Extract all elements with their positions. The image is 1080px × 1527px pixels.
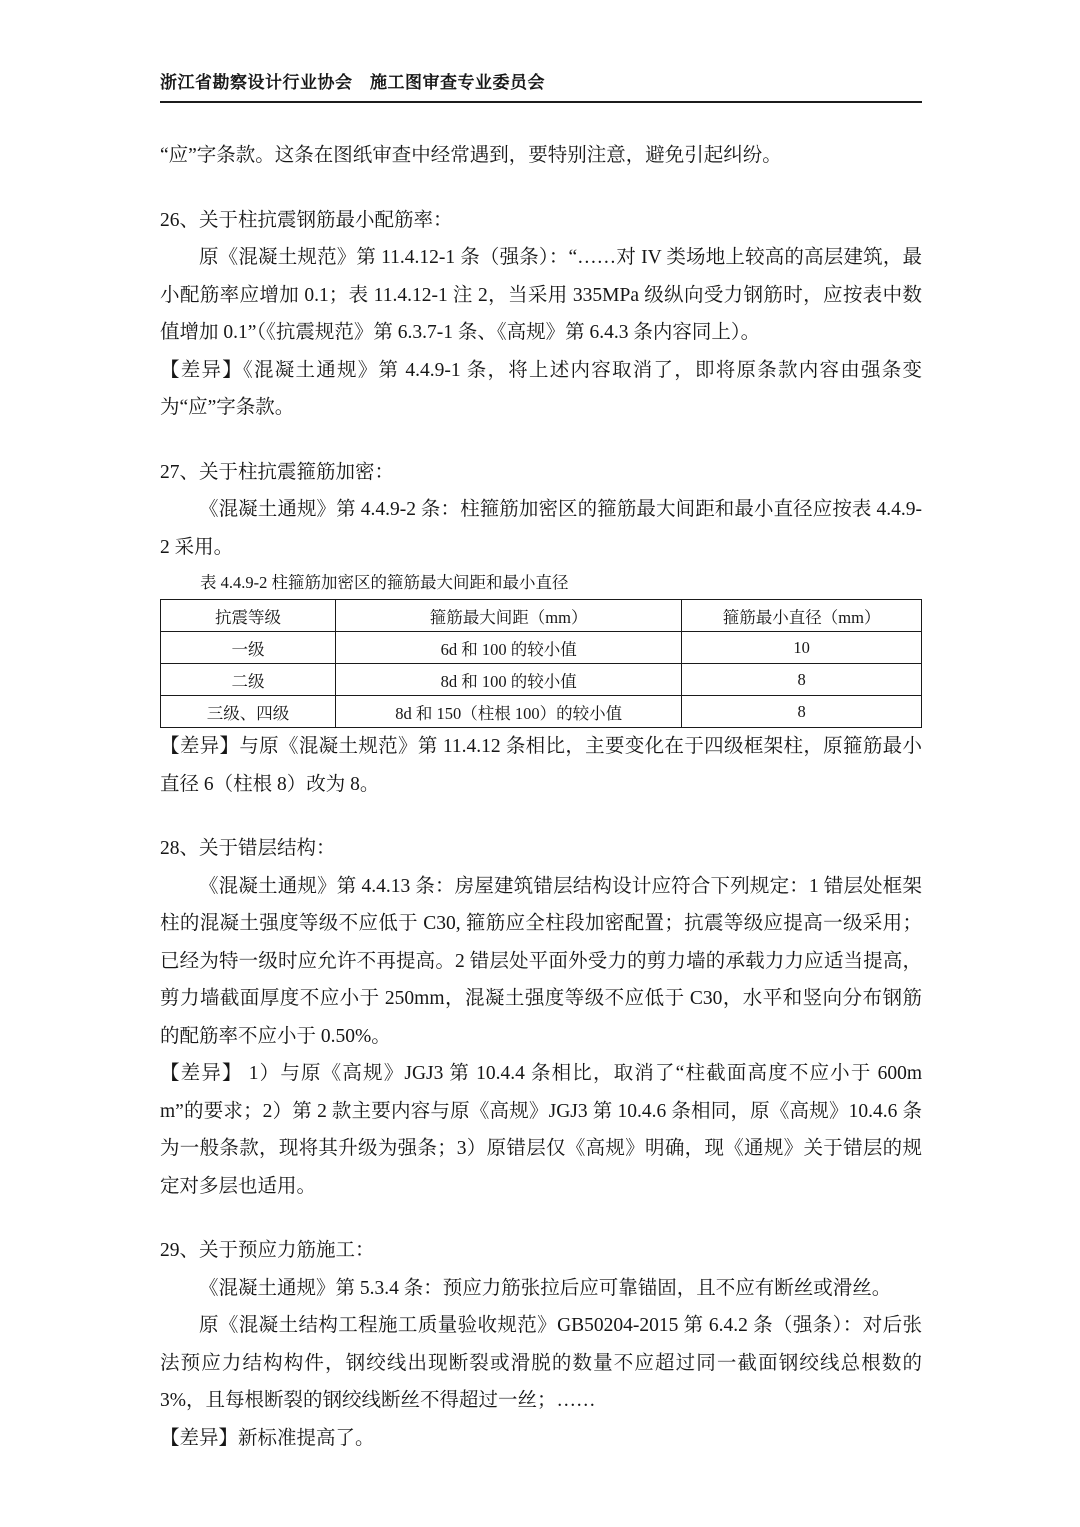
header-title: 浙江省勘察设计行业协会 施工图审查专业委员会 <box>160 68 922 103</box>
table-row <box>161 664 922 696</box>
table-header-grade: 抗震等级 <box>161 600 336 632</box>
section-27 <box>160 454 922 804</box>
section-29-paragraph-2: 原《混凝土结构工程施工质量验收规范》GB50204-2015 第 6.4.2 条（强条）：对后张法预应力结构构件，钢绞线出现断裂或滑脱的数量不应超过同一截面钢绞线总根数的 3%，且每根断裂的钢绞线断丝不得超过一丝；…… <box>160 1315 922 1411</box>
section-26-paragraph: 原《混凝土规范》第 11.4.12-1 条（强条）：“……对 IV 类场地上较高的高层建筑，最小配筋率应增加 0.1；表 11.4.12-1 注 2，当采用 335MPa 级纵向受力钢筋时，应按表中数值增加 0.1”（《抗震规范》第 6.3.7-1 条、《高规》第 6.4.3 条内容同上）。 <box>160 247 922 343</box>
document-content <box>160 137 922 1457</box>
section-29 <box>160 1232 922 1457</box>
table-cell-spacing: 8d 和 150（柱根 100）的较小值 <box>336 696 682 728</box>
table-row <box>161 632 922 664</box>
section-26-diff: 【差异】《混凝土通规》第 4.4.9-1 条，将上述内容取消了，即将原条款内容由强条变为“应”字条款。 <box>160 359 922 418</box>
table-header-max-spacing: 箍筋最大间距（mm） <box>336 600 682 632</box>
table-header-min-diameter: 箍筋最小直径（mm） <box>682 600 922 632</box>
section-26 <box>160 202 922 427</box>
table-cell-diameter: 10 <box>682 632 922 664</box>
table-header-row <box>161 600 922 632</box>
table-row <box>161 696 922 728</box>
section-29-heading: 29、关于预应力筋施工： <box>160 1240 375 1261</box>
section-28-heading: 28、关于错层结构： <box>160 838 336 859</box>
section-26-heading: 26、关于柱抗震钢筋最小配筋率： <box>160 209 453 231</box>
table-cell-spacing: 8d 和 100 的较小值 <box>336 664 682 696</box>
section-27-heading: 27、关于柱抗震箍筋加密： <box>160 461 395 483</box>
section-28 <box>160 830 922 1205</box>
section-29-diff: 【差异】新标准提高了。 <box>160 1427 375 1449</box>
table-cell-grade: 二级 <box>161 664 336 696</box>
table-cell-diameter: 8 <box>682 664 922 696</box>
table-cell-grade: 三级、四级 <box>161 696 336 728</box>
intro-paragraph: “应”字条款。这条在图纸审查中经常遇到，要特别注意，避免引起纠纷。 <box>160 145 782 166</box>
table-cell-grade: 一级 <box>161 632 336 664</box>
section-28-paragraph: 《混凝土通规》第 4.4.13 条：房屋建筑错层结构设计应符合下列规定：1 错层处框架柱的混凝土强度等级不应低于 C30, 箍筋应全柱段加密配置；抗震等级应提高一级采用；已经为特一级时应允许不再提高。2 错层处平面外受力的剪力墙的承载力力应适当提高，剪力墙截面厚度不应小于 250mm，混凝土强度等级不应低于 C30，水平和竖向分布钢筋的配筋率不应小于 0.50%。 <box>160 875 922 1047</box>
table-cell-diameter: 8 <box>682 696 922 728</box>
stirrup-spec-table <box>160 599 922 728</box>
table-cell-spacing: 6d 和 100 的较小值 <box>336 632 682 664</box>
section-29-paragraph-1: 《混凝土通规》第 5.3.4 条：预应力筋张拉后应可靠锚固，且不应有断丝或滑丝。 <box>199 1277 892 1299</box>
page-header <box>160 68 922 103</box>
section-27-diff: 【差异】与原《混凝土规范》第 11.4.12 条相比，主要变化在于四级框架柱，原箍筋最小直径 6（柱根 8）改为 8。 <box>160 736 922 795</box>
section-28-diff: 【差异】 1）与原《高规》JGJ3 第 10.4.4 条相比，取消了“柱截面高度不应小于 600mm”的要求；2）第 2 款主要内容与原《高规》JGJ3 第 10.4.6 条相同，原《高规》10.4.6 条为一般条款，现将其升级为强条；3）原错层仅《高规》明确，现《通规》关于错层的规定对多层也适用。 <box>160 1063 922 1197</box>
section-27-paragraph: 《混凝土通规》第 4.4.9-2 条：柱箍筋加密区的箍筋最大间距和最小直径应按表 4.4.9-2 采用。 <box>160 499 922 558</box>
table-caption: 表 4.4.9-2 柱箍筋加密区的箍筋最大间距和最小直径 <box>200 573 569 592</box>
